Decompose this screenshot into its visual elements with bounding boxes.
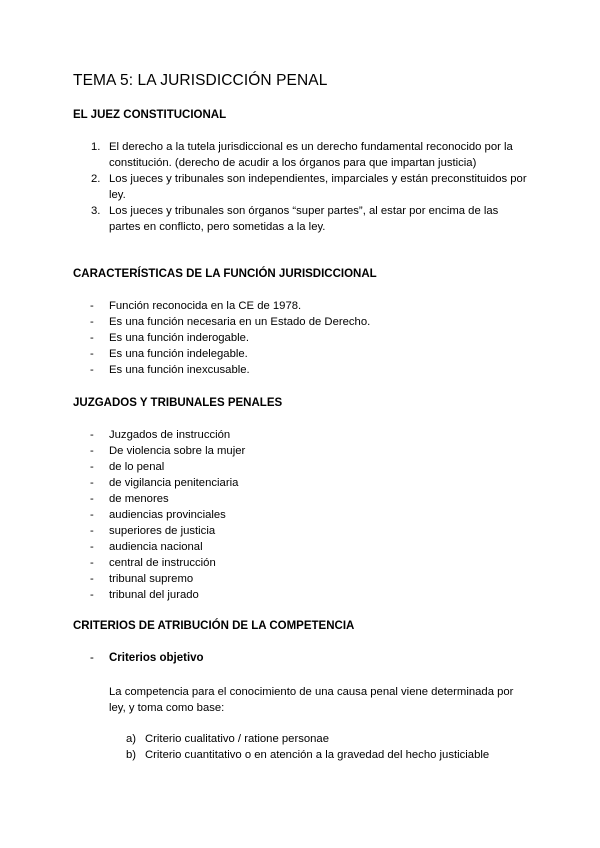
list-item	[0, 491, 529, 507]
list-item	[0, 587, 529, 603]
list-item-text: El derecho a la tutela jurisdiccional es un derecho fundamental reconocido por la constitución. (derecho de acudir a los órganos para que impartan justicia)	[109, 141, 513, 169]
list-marker: 1.	[91, 141, 101, 153]
sub-heading-text: Criterios objetivo	[109, 652, 204, 664]
list-item	[0, 571, 529, 587]
list-marker: -	[90, 364, 94, 376]
list-item-text: De violencia sobre la mujer	[109, 445, 246, 457]
list-item	[0, 459, 529, 475]
juzgados-list	[0, 427, 529, 603]
section-heading-criterios: CRITERIOS DE ATRIBUCIÓN DE LA COMPETENCIA	[73, 620, 355, 632]
list-marker: -	[90, 541, 94, 553]
list-item	[0, 475, 529, 491]
list-item	[0, 427, 529, 443]
list-item	[0, 139, 529, 171]
list-marker: -	[90, 429, 94, 441]
section-heading-juez: EL JUEZ CONSTITUCIONAL	[73, 109, 227, 121]
list-marker: 2.	[91, 173, 101, 185]
list-item-text: Criterio cuantitativo o en atención a la gravedad del hecho justiciable	[145, 749, 490, 761]
list-item-text: superiores de justicia	[109, 525, 216, 537]
caracteristicas-list	[0, 298, 529, 378]
list-item-text: Es una función indelegable.	[109, 348, 248, 360]
list-item	[0, 539, 529, 555]
list-item-text: tribunal del jurado	[109, 589, 199, 601]
list-item-text: Es una función inexcusable.	[109, 364, 250, 376]
list-item-text: central de instrucción	[109, 557, 216, 569]
list-item	[0, 171, 529, 203]
list-marker: -	[90, 300, 94, 312]
list-marker: 3.	[91, 205, 101, 217]
list-item-text: audiencias provinciales	[109, 509, 226, 521]
list-marker: -	[90, 509, 94, 521]
list-marker: -	[90, 525, 94, 537]
list-item	[0, 330, 529, 346]
list-item	[0, 747, 545, 763]
list-item-text: Es una función necesaria en un Estado de Derecho.	[109, 316, 371, 328]
list-marker: -	[90, 461, 94, 473]
list-marker: -	[90, 557, 94, 569]
criterios-list	[0, 731, 545, 763]
criterios-paragraph: La competencia para el conocimiento de una causa penal viene determinada por ley, y toma como base:	[109, 686, 514, 714]
section-heading-caracteristicas: CARACTERÍSTICAS DE LA FUNCIÓN JURISDICCIONAL	[73, 268, 377, 280]
list-item	[0, 203, 529, 235]
list-marker: -	[90, 332, 94, 344]
list-item-text: Criterio cualitativo / ratione personae	[145, 733, 329, 745]
list-item	[0, 298, 529, 314]
list-marker: -	[90, 589, 94, 601]
list-marker: -	[90, 348, 94, 360]
list-item-text: Los jueces y tribunales son independientes, imparciales y están preconstituidos por ley.	[109, 173, 527, 201]
list-item	[0, 443, 529, 459]
list-item-text: Función reconocida en la CE de 1978.	[109, 300, 302, 312]
list-marker: -	[90, 493, 94, 505]
page-title: TEMA 5: LA JURISDICCIÓN PENAL	[73, 72, 328, 89]
list-item-text: tribunal supremo	[109, 573, 194, 585]
list-marker: a)	[126, 733, 137, 745]
list-item	[0, 555, 529, 571]
list-item-text: Los jueces y tribunales son órganos “super partes”, al estar por encima de las partes en conflicto, pero sometidas a la ley.	[109, 205, 499, 233]
list-item	[0, 362, 529, 378]
sub-heading-marker: -	[90, 652, 94, 664]
list-marker: -	[90, 445, 94, 457]
list-item	[0, 523, 529, 539]
list-item-text: de lo penal	[109, 461, 165, 473]
list-item-text: de vigilancia penitenciaria	[109, 477, 239, 489]
sub-heading-criterios-objetivo	[90, 652, 204, 664]
list-item-text: Es una función inderogable.	[109, 332, 250, 344]
list-item-text: de menores	[109, 493, 169, 505]
list-marker: -	[90, 573, 94, 585]
list-item-text: audiencia nacional	[109, 541, 203, 553]
juez-list	[0, 139, 529, 235]
list-item	[0, 346, 529, 362]
list-marker: -	[90, 477, 94, 489]
list-marker: -	[90, 316, 94, 328]
list-item	[0, 507, 529, 523]
list-item	[0, 314, 529, 330]
list-item	[0, 731, 545, 747]
section-heading-juzgados: JUZGADOS Y TRIBUNALES PENALES	[73, 397, 283, 409]
list-marker: b)	[126, 749, 137, 761]
list-item-text: Juzgados de instrucción	[109, 429, 231, 441]
